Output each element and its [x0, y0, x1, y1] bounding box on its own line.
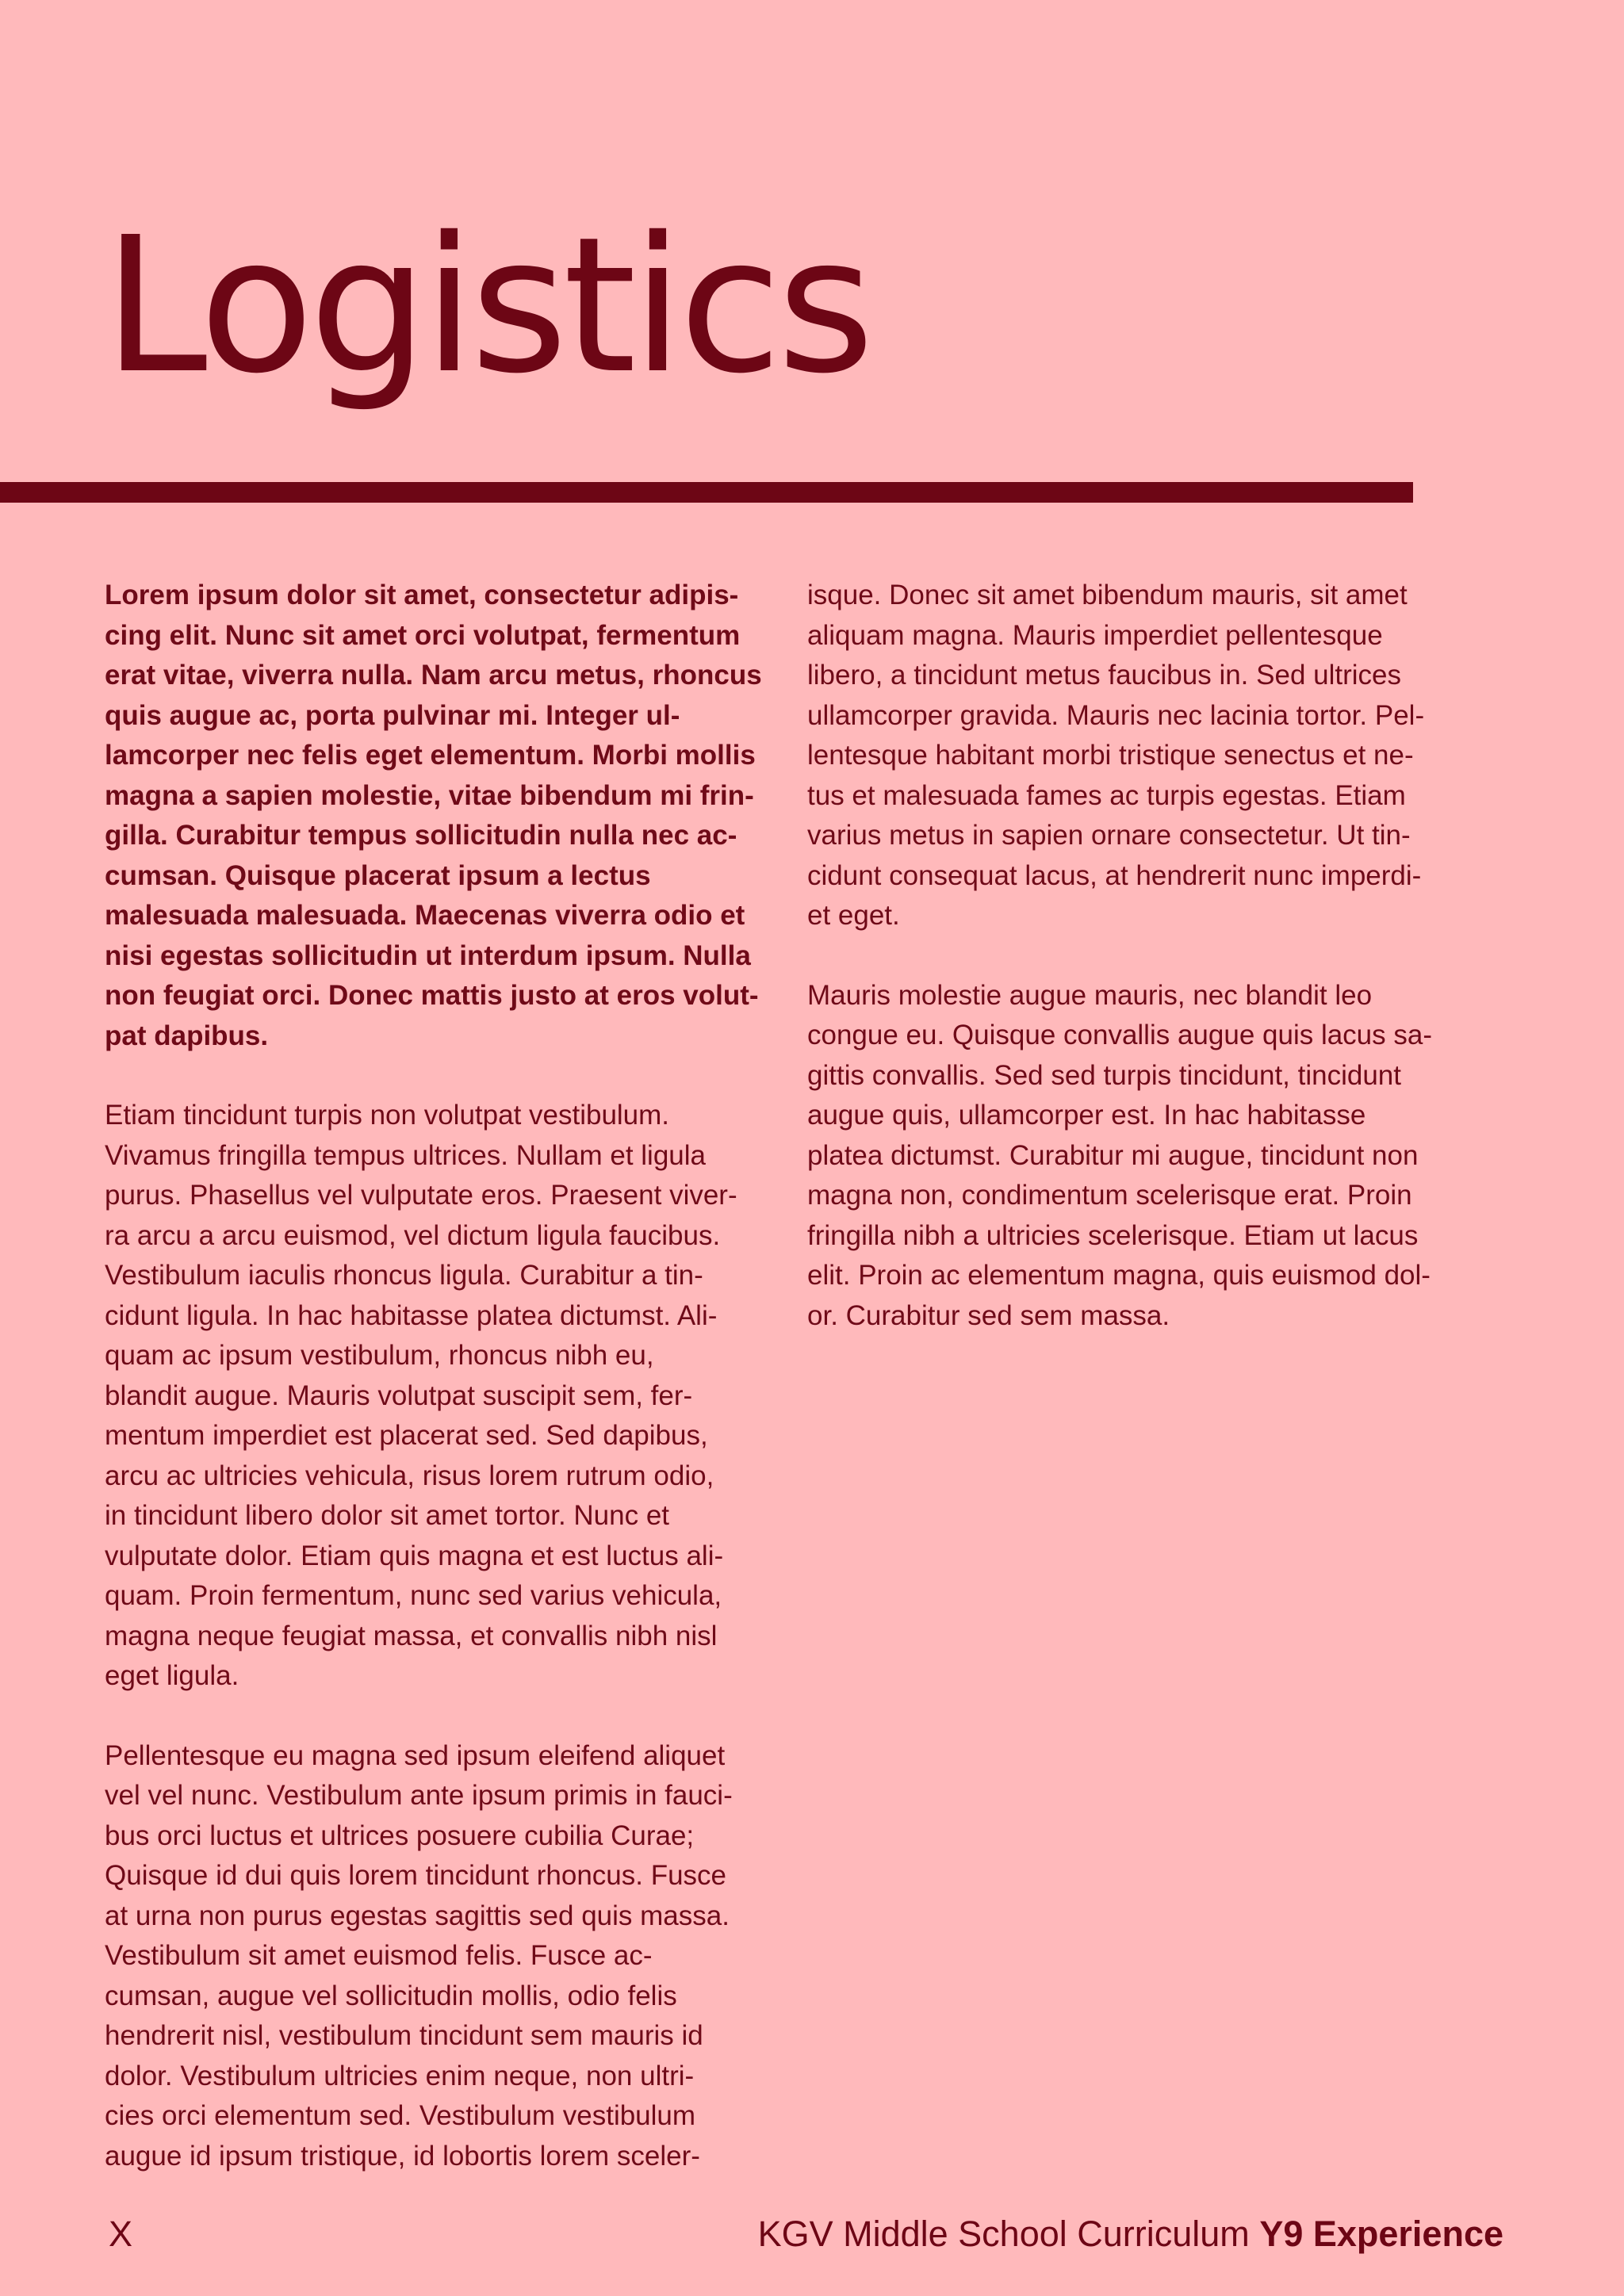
publication-name: KGV Middle School Curriculum [757, 2214, 1250, 2254]
right-column [807, 576, 1496, 1376]
page-title: Logistics [103, 197, 870, 415]
body-paragraph: isque. Donec sit amet bibendum mauris, sit amet aliquam magna. Mauris imperdiet pellentesque libero, a tincidunt metus faucibus in. Sed ultrices ullamcorper gravida. Mauris nec lacinia tortor. Pel- lentesque habitant morbi tristique senectus et ne- tus et malesuada fames ac turpis egestas. Etiam varius metus in sapien ornare consectetur. Ut tin- cidunt consequat lacus, at hendrerit nunc imperdi- et eget. [807, 580, 1425, 931]
title-divider [0, 482, 1413, 503]
left-column [105, 576, 795, 2216]
lead-paragraph: Lorem ipsum dolor sit amet, consectetur adipis- cing elit. Nunc sit amet orci volutpat, fermentum erat vitae, viverra nulla. Nam arcu metus, rhoncus quis augue ac, porta pulvinar mi. Integer ul- lamcorper nec felis eget elementum. Morbi mollis magna a sapien molestie, vitae bibendum mi frin- gilla. Curabitur tempus sollicitudin nulla nec ac- cumsan. Quisque placerat ipsum a lectus malesuada malesuada. Maecenas viverra odio et nisi egestas sollicitudin ut interdum ipsum. Nulla non feugiat orci. Donec mattis justo at eros volut- pat dapibus. [105, 580, 762, 1051]
page-number: X [109, 2214, 133, 2254]
body-paragraph: Mauris molestie augue mauris, nec blandit leo congue eu. Quisque convallis augue quis lacus sa- gittis convallis. Sed sed turpis tincidunt, tincidunt augue quis, ullamcorper est. In hac habitasse platea dictumst. Curabitur mi augue, tincidunt non magna non, condimentum scelerisque erat. Proin fringilla nibh a ultricies scelerisque. Etiam ut lacus elit. Proin ac elementum magna, quis euismod dol- or. Curabitur sed sem massa. [807, 979, 1432, 1331]
body-paragraph: Pellentesque eu magna sed ipsum eleifend aliquet vel vel nunc. Vestibulum ante ipsum primis in fauci- bus orci luctus et ultrices posuere cubilia Curae; Quisque id dui quis lorem tincidunt rhoncus. Fusce at urna non purus egestas sagittis sed quis massa. Vestibulum sit amet euismod felis. Fusce ac- cumsan, augue vel sollicitudin mollis, odio felis hendrerit nisl, vestibulum tincidunt sem mauris id dolor. Vestibulum ultricies enim neque, non ultri- cies orci elementum sed. Vestibulum vestibulum augue id ipsum tristique, id lobortis lorem sceler- [105, 1739, 733, 2172]
footer-caption [758, 2212, 1503, 2256]
edition-label: Y9 Experience [1259, 2214, 1503, 2254]
body-paragraph: Etiam tincidunt turpis non volutpat vestibulum. Vivamus fringilla tempus ultrices. Nullam et ligula purus. Phasellus vel vulputate eros. Praesent viver- ra arcu a arcu euismod, vel dictum ligula faucibus. Vestibulum iaculis rhoncus ligula. Curabitur a tin- cidunt ligula. In hac habitasse platea dictumst. Ali- quam ac ipsum vestibulum, rhoncus nibh eu, blandit augue. Mauris volutpat suscipit sem, fer- mentum imperdiet est placerat sed. Sed dapibus, arcu ac ultricies vehicula, risus lorem rutrum odio, in tincidunt libero dolor sit amet tortor. Nunc et vulputate dolor. Etiam quis magna et est luctus ali- quam. Proin fermentum, nunc sed varius vehicula, magna neque feugiat massa, et convallis nibh nisl eget ligula. [105, 1100, 737, 1691]
